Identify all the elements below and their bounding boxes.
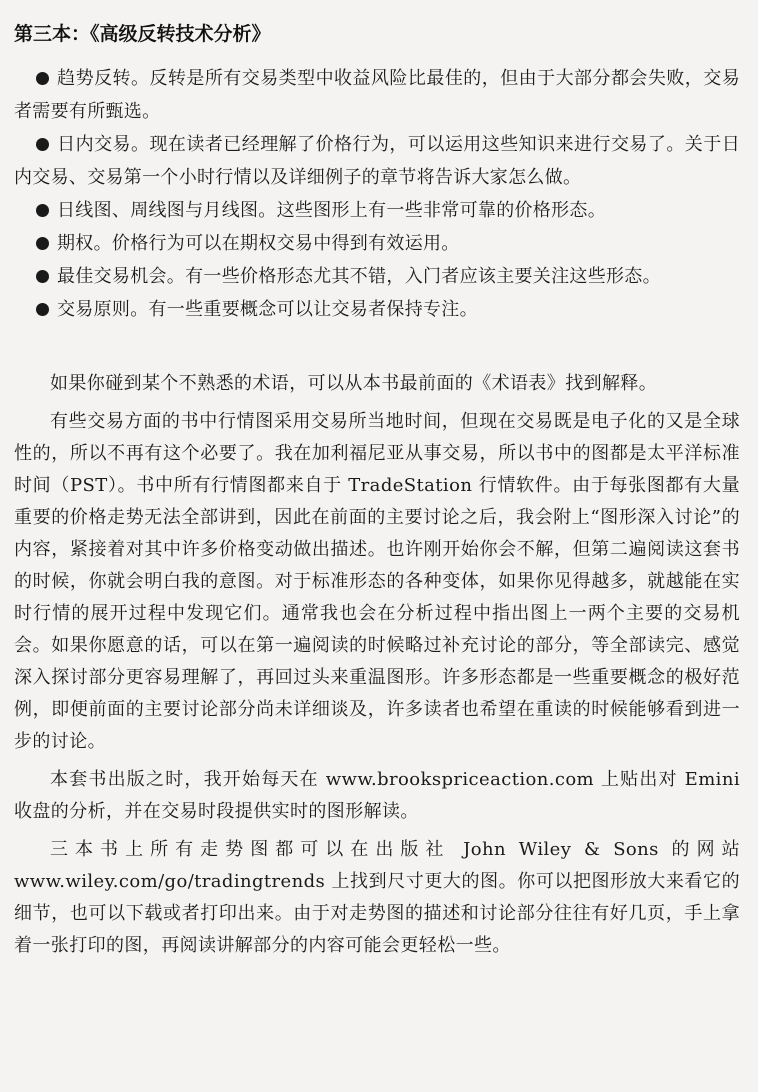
- paragraph-charts: 有些交易方面的书中行情图采用交易所当地时间，但现在交易既是电子化的又是全球性的，所以不再有这个必要了。我在加利福尼亚从事交易，所以书中的图都是太平洋标准时间（PST）。书中所有行情图都来自于 TradeStation 行情软件。由于每张图都有大量重要的价格走势无法全部讲到，因此在前面的主要讨论之后，我会附上“图形深入讨论”的内容，紧接着对其中许多价格变动做出描述。也许刚开始你会不解，但第二遍阅读这套书的时候，你就会明白我的意图。对于标准形态的各种变体，如果你见得越多，就越能在实时行情的展开过程中发现它们。通常我也会在分析过程中指出图上一两个主要的交易机会。如果你愿意的话，可以在第一遍阅读的时候略过补充讨论的部分，等全部读完、感觉深入探讨部分更容易理解了，再回过头来重温图形。许多形态都是一些重要概念的极好范例，即便前面的主要讨论部分尚未详细谈及，许多读者也希望在重读的时候能够看到进一步的讨论。: [14, 411, 740, 752]
- bullet-list: [14, 62, 740, 326]
- paragraph-website: 本套书出版之时，我开始每天在 www.brookspriceaction.com 上贴出对 Emini 收盘的分析，并在交易时段提供实时的图形解读。: [14, 769, 740, 822]
- bullet-item: [14, 62, 740, 128]
- bullet-label: 日线图、周线图与月线图。: [57, 200, 277, 221]
- bullet-text: 这些图形上有一些非常可靠的价格形态。: [276, 200, 607, 221]
- bullet-text: 有一些价格形态尤其不错，入门者应该主要关注这些形态。: [185, 266, 661, 287]
- bullet-dot-icon: [36, 270, 49, 283]
- bullet-text: 现在读者已经理解了价格行为，可以运用这些知识来进行交易了。关于日内交易、交易第一个小时行情以及详细例子的章节将告诉大家怎么做。: [14, 134, 741, 188]
- bullet-item: [14, 260, 740, 293]
- bullet-text: 有一些重要概念可以让交易者保持专注。: [148, 299, 478, 320]
- bullet-label: 趋势反转。: [57, 68, 150, 89]
- paragraph-wiley: 三本书上所有走势图都可以在出版社 John Wiley & Sons 的网站 www.wiley.com/go/tradingtrends 上找到尺寸更大的图。你可以把图形放大来看它的细节，也可以下载或者打印出来。由于对走势图的描述和讨论部分往往有好几页，手上拿着一张打印的图，再阅读讲解部分的内容可能会更轻松一些。: [14, 839, 740, 956]
- bullet-label: 交易原则。: [57, 299, 149, 320]
- bullet-dot-icon: [36, 72, 49, 85]
- bullet-label: 最佳交易机会。: [57, 266, 186, 287]
- bullet-dot-icon: [36, 204, 49, 217]
- bullet-item: [14, 128, 740, 194]
- bullet-label: 日内交易。: [57, 134, 150, 155]
- bullet-label: 期权。: [57, 233, 112, 254]
- paragraph-glossary: 如果你碰到某个不熟悉的术语，可以从本书最前面的《术语表》找到解释。: [50, 373, 658, 394]
- bullet-item: [14, 194, 740, 227]
- bullet-text: 价格行为可以在期权交易中得到有效运用。: [111, 233, 460, 254]
- bullet-text: 反转是所有交易类型中收益风险比最佳的，但由于大部分都会失败，交易者需要有所甄选。: [14, 68, 741, 122]
- bullet-dot-icon: [36, 303, 49, 316]
- bullet-item: [14, 293, 740, 326]
- bullet-dot-icon: [36, 237, 49, 250]
- section-title: 第三本：《高级反转技术分析》: [14, 23, 271, 45]
- bullet-item: [14, 227, 740, 260]
- bullet-dot-icon: [36, 138, 49, 151]
